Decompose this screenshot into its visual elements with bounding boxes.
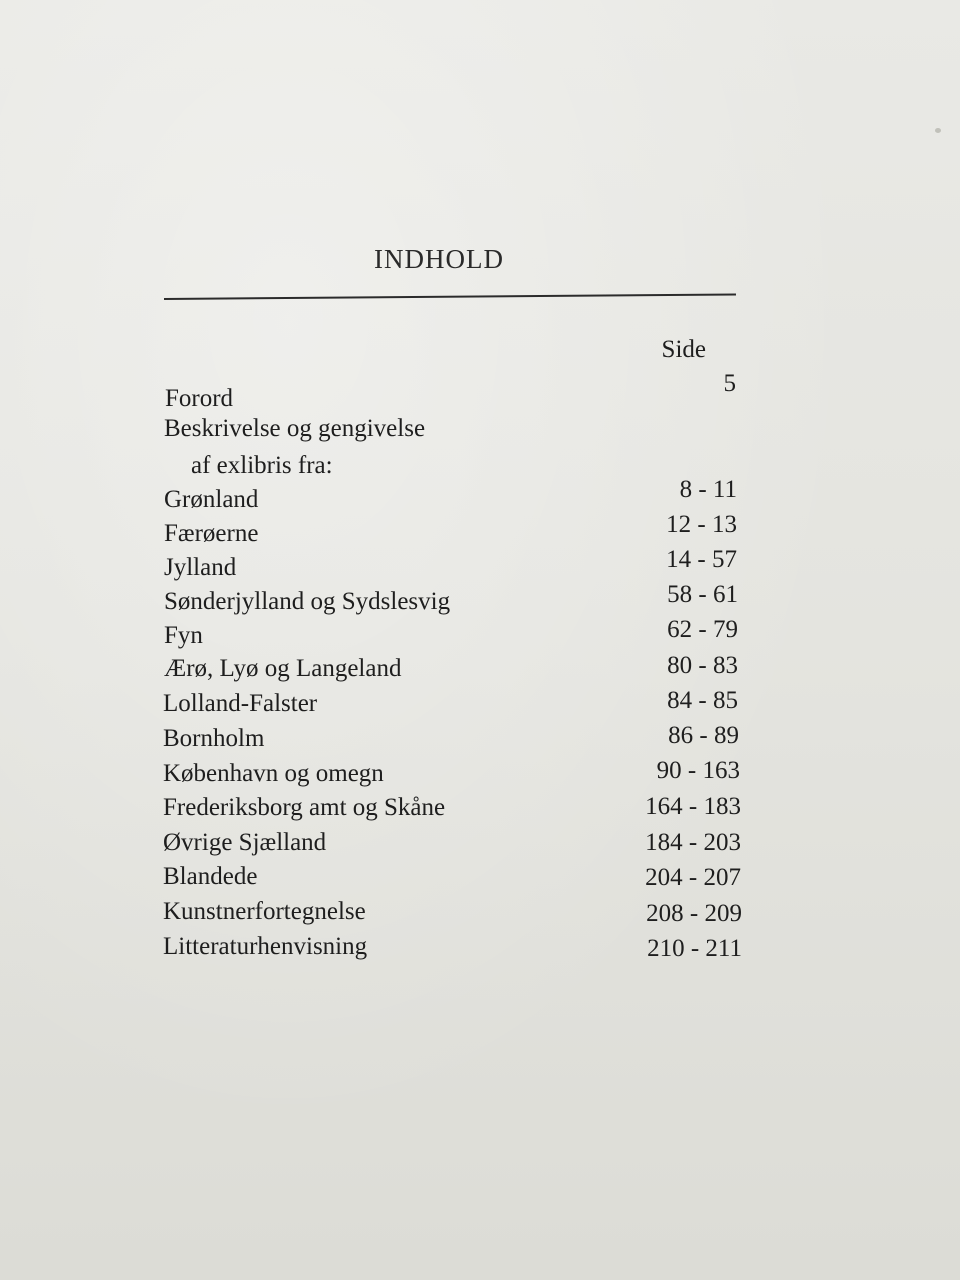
toc-label: Litteraturhenvisning [163, 933, 368, 960]
toc-pages: 208 - 209 [646, 900, 742, 927]
toc-pages: 184 - 203 [645, 829, 741, 856]
toc-label: Blandede [163, 863, 258, 890]
toc-pages: 210 - 211 [647, 935, 742, 962]
toc-pages: 5 [723, 370, 736, 397]
toc-pages: 14 - 57 [666, 546, 737, 573]
toc-pages: 90 - 163 [656, 757, 740, 784]
toc-label: Jylland [164, 554, 237, 581]
side-header: Side [661, 336, 706, 363]
toc-pages: 86 - 89 [668, 722, 739, 749]
toc-label: Frederiksborg amt og Skåne [163, 794, 446, 821]
toc-label: Sønderjylland og Sydslesvig [164, 588, 451, 615]
toc-label: af exlibris fra: [191, 452, 333, 479]
toc-label: Grønland [164, 486, 259, 513]
toc-label: Kunstnerfortegnelse [163, 898, 366, 925]
toc-label: Færøerne [164, 520, 259, 547]
toc-label: Forord [165, 385, 234, 412]
paper-mark [935, 128, 941, 133]
toc-pages: 204 - 207 [645, 864, 741, 891]
toc-label: Øvrige Sjælland [163, 829, 327, 856]
title-rule [164, 294, 736, 300]
toc-label: Fyn [164, 622, 203, 649]
toc-pages: 62 - 79 [667, 616, 738, 643]
toc-pages: 58 - 61 [667, 581, 738, 608]
toc-label: København og omegn [163, 760, 384, 787]
page-title: INDHOLD [374, 244, 504, 274]
toc-pages: 84 - 85 [667, 687, 738, 714]
toc-label: Beskrivelse og gengivelse [164, 415, 426, 442]
toc-pages: 164 - 183 [645, 793, 741, 820]
toc-label: Lolland-Falster [163, 690, 318, 717]
toc-label: Ærø, Lyø og Langeland [164, 655, 402, 682]
toc-label: Bornholm [163, 725, 265, 752]
toc-pages: 12 - 13 [666, 511, 737, 538]
toc-pages: 80 - 83 [667, 652, 738, 679]
toc-pages: 8 - 11 [679, 476, 737, 503]
